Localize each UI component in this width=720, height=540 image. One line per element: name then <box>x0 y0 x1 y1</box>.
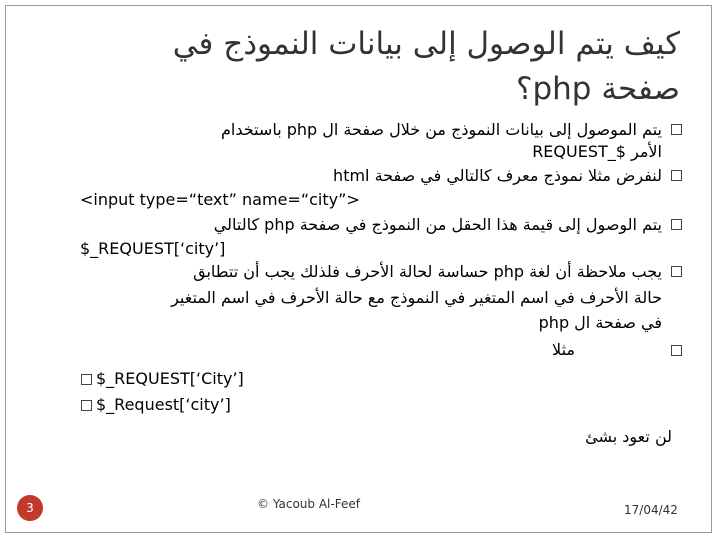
bullet-icon <box>671 219 682 230</box>
bullet-1-line-1: يتم الموصول إلى بيانات النموذج من خلال صفحة ال php باستخدام <box>221 120 662 139</box>
bullet-2-code: <input type=“text” name=“city”> <box>80 190 360 209</box>
bullet-icon <box>671 170 682 181</box>
bullet-icon <box>671 266 682 277</box>
bullet-icon <box>81 400 92 411</box>
footer-copyright: © Yacoub Al-Feef <box>257 497 360 511</box>
bullet-icon <box>671 124 682 135</box>
bullet-2-line-1: لنفرض مثلا نموذج معرف كالتالي في صفحة html <box>333 166 662 185</box>
example-2: $_Request[‘city’] <box>96 395 231 414</box>
bullet-3-line-1: يتم الوصول إلى قيمة هذا الحقل من النموذج في صفحة php كالتالي <box>213 215 662 234</box>
title-line-2: صفحة php؟ <box>516 71 680 107</box>
bullet-4-line-3: في صفحة ال php <box>538 313 662 332</box>
bullet-5-line-1: مثلا <box>552 340 575 359</box>
bullet-1-line-2: الأمر $_REQUEST <box>532 142 662 161</box>
title-line-1: كيف يتم الوصول إلى بيانات النموذج في <box>172 26 680 62</box>
footer-date: 17/04/42 <box>624 503 678 517</box>
bullet-icon <box>671 345 682 356</box>
conclusion-text: لن تعود بشئ <box>585 427 672 446</box>
bullet-icon <box>81 374 92 385</box>
bullet-4-line-2: حالة الأحرف في اسم المتغير في النموذج مع حالة الأحرف في اسم المتغير <box>171 288 662 307</box>
bullet-3-code: $_REQUEST[‘city’] <box>80 239 226 258</box>
slide-title <box>60 22 680 112</box>
page-number: 3 <box>17 495 43 521</box>
example-1: $_REQUEST[‘City’] <box>96 369 244 388</box>
bullet-4-line-1: يجب ملاحظة أن لغة php حساسة لحالة الأحرف فلذلك يجب أن تتطابق <box>193 262 662 281</box>
